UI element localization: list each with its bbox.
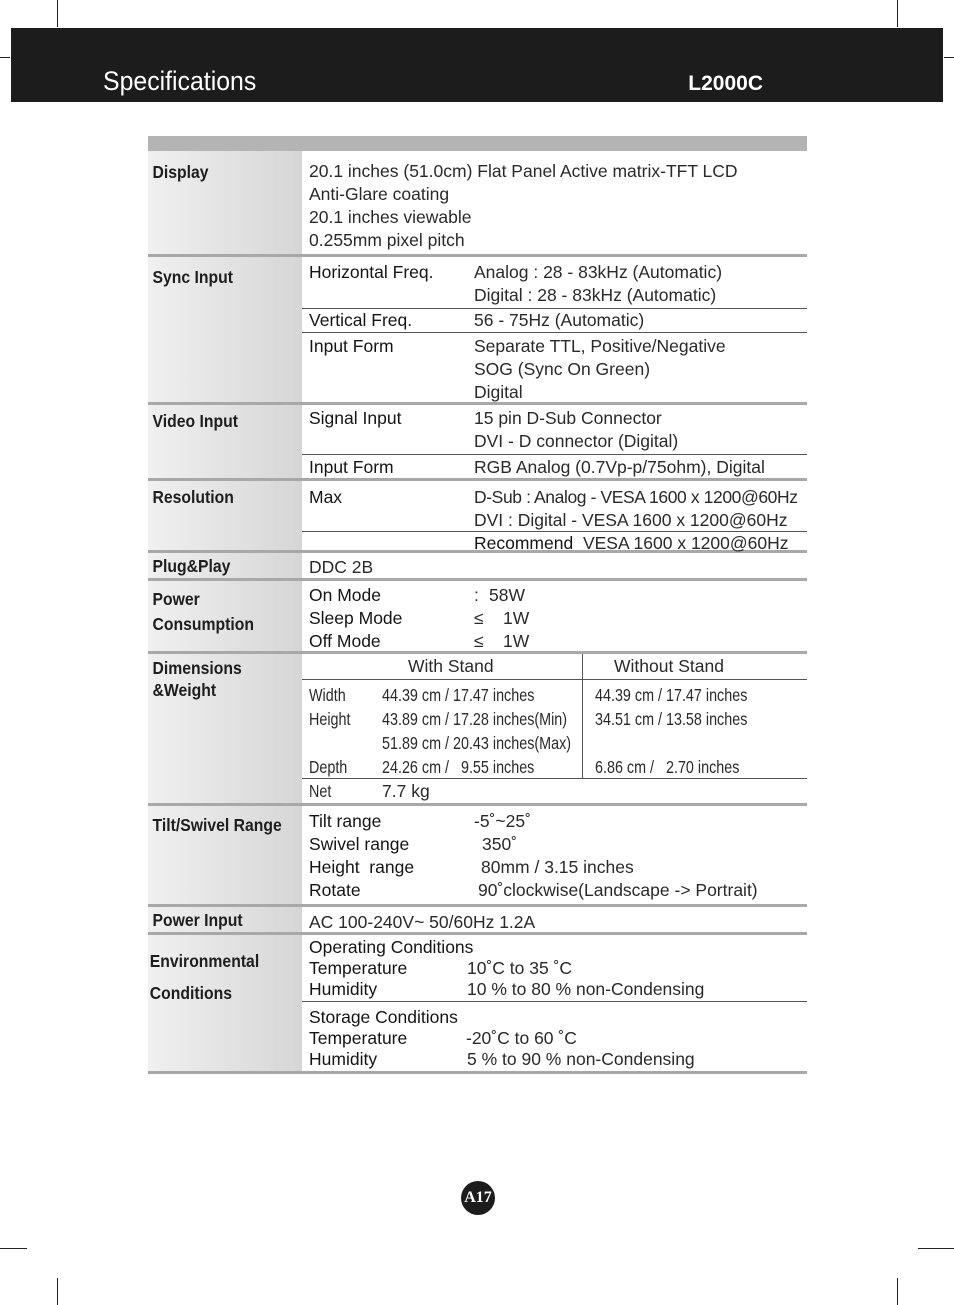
power-sym-off: ≤ <box>474 631 484 651</box>
display-line-4: 0.255mm pixel pitch <box>309 230 465 250</box>
dims-depth-without: 6.86 cm / 2.70 inches <box>595 757 740 777</box>
height-range-label: Height range <box>309 857 415 877</box>
display-label: Display <box>152 162 209 182</box>
env-st-hum: 5 % to 90 % non-Condensing <box>467 1049 695 1069</box>
power-val-off: 1W <box>503 631 530 651</box>
power-mode-on: On Mode <box>309 585 381 605</box>
display-line-1: 20.1 inches (51.0cm) Flat Panel Active matrix-TFT LCD <box>309 161 738 181</box>
video-signal-label: Signal Input <box>309 408 402 428</box>
model-number: L2000C <box>688 72 763 95</box>
dims-height-with-min: 43.89 cm / 17.28 inches(Min) <box>382 709 568 729</box>
divider <box>302 332 807 333</box>
env-op-temp: 10˚C to 35 ˚C <box>467 958 573 978</box>
sync-h-label: Horizontal Freq. <box>309 262 434 282</box>
env-st-temp-label: Temperature <box>309 1028 408 1048</box>
resolution-max-val-2: DVI : Digital - VESA 1600 x 1200@60Hz <box>474 510 788 530</box>
resolution-max-val-1: D-Sub : Analog - VESA 1600 x 1200@60Hz <box>474 487 798 507</box>
rotate-val: 90˚clockwise(Landscape -> Portrait) <box>478 880 758 900</box>
dims-width-without: 44.39 cm / 17.47 inches <box>595 685 748 705</box>
page-header <box>11 28 943 102</box>
crop-mark <box>944 57 954 58</box>
plug-val: DDC 2B <box>309 557 374 577</box>
power-input-section <box>148 907 807 935</box>
dims-height-with-max: 51.89 cm / 20.43 inches(Max) <box>382 733 572 753</box>
power-mode-sleep: Sleep Mode <box>309 608 403 628</box>
divider <box>302 679 807 680</box>
sync-v-label: Vertical Freq. <box>309 310 413 330</box>
plug-label: Plug&Play <box>152 556 231 576</box>
sync-h-val-2: Digital : 28 - 83kHz (Automatic) <box>474 285 717 305</box>
section-label <box>148 907 302 932</box>
crop-mark <box>0 1248 27 1249</box>
dims-col-with-stand: With Stand <box>408 656 494 676</box>
power-mode-off: Off Mode <box>309 631 381 651</box>
dims-net-label: Net <box>309 781 332 801</box>
crop-mark <box>0 57 10 58</box>
sync-input-section <box>148 257 807 405</box>
power-val-on: 58W <box>489 585 525 605</box>
resolution-max-label: Max <box>309 487 343 507</box>
resolution-rec-label: Recommend <box>474 533 574 553</box>
spec-table <box>148 136 807 1074</box>
divider <box>302 778 807 779</box>
plug-and-play-section <box>148 553 807 581</box>
dims-label: Dimensions &Weight <box>152 658 242 700</box>
crop-mark <box>57 1278 58 1305</box>
section-label <box>148 553 302 578</box>
dims-width-with: 44.39 cm / 17.47 inches <box>382 685 535 705</box>
section-label <box>148 151 302 254</box>
video-label: Video Input <box>152 411 238 431</box>
height-range-val: 80mm / 3.15 inches <box>481 857 634 877</box>
env-op-temp-label: Temperature <box>309 958 408 978</box>
env-op-hum: 10 % to 80 % non-Condensing <box>467 979 705 999</box>
section-label <box>148 654 302 803</box>
page-title: Specifications <box>103 66 257 96</box>
display-line-3: 20.1 inches viewable <box>309 207 472 227</box>
tilt-range-label: Tilt range <box>309 811 382 831</box>
dims-depth-with: 24.26 cm / 9.55 inches <box>382 757 535 777</box>
env-op-title: Operating Conditions <box>309 937 474 957</box>
rotate-label: Rotate <box>309 880 361 900</box>
resolution-label: Resolution <box>152 487 234 507</box>
video-form-val: RGB Analog (0.7Vp-p/75ohm), Digital <box>474 457 765 477</box>
swivel-range-val: 350˚ <box>482 834 518 854</box>
section-label <box>148 481 302 550</box>
video-input-section <box>148 405 807 481</box>
section-label <box>148 935 302 1071</box>
section-label <box>148 405 302 478</box>
dims-height-label: Height <box>309 709 351 729</box>
sync-h-val-1: Analog : 28 - 83kHz (Automatic) <box>474 262 723 282</box>
table-top-bar <box>148 136 807 151</box>
crop-mark <box>897 1278 898 1305</box>
env-st-temp: -20˚C to 60 ˚C <box>466 1028 577 1048</box>
sync-f-label: Input Form <box>309 336 394 356</box>
sync-v-val: 56 - 75Hz (Automatic) <box>474 310 645 330</box>
video-signal-val-1: 15 pin D-Sub Connector <box>474 408 662 428</box>
crop-mark <box>57 0 58 27</box>
env-st-title: Storage Conditions <box>309 1007 458 1027</box>
dims-width-label: Width <box>309 685 346 705</box>
crop-mark <box>918 1248 954 1249</box>
powerinput-label: Power Input <box>152 910 243 930</box>
divider <box>302 1001 807 1002</box>
resolution-section <box>148 481 807 553</box>
swivel-range-label: Swivel range <box>309 834 410 854</box>
page-number: A17 <box>461 1181 495 1215</box>
power-val-sleep: 1W <box>503 608 530 628</box>
section-label <box>148 806 302 904</box>
divider <box>302 454 807 455</box>
env-st-hum-label: Humidity <box>309 1049 378 1069</box>
crop-mark <box>897 0 898 27</box>
section-label <box>148 257 302 402</box>
sync-label: Sync Input <box>152 267 234 287</box>
resolution-recommend <box>474 532 789 555</box>
column-divider <box>582 654 583 778</box>
environmental-section <box>148 935 807 1074</box>
env-op-hum-label: Humidity <box>309 979 378 999</box>
dimensions-section <box>148 654 807 806</box>
tilt-label: Tilt/Swivel Range <box>152 815 282 835</box>
video-form-label: Input Form <box>309 457 394 477</box>
section-label <box>148 581 302 651</box>
resolution-rec-val: VESA 1600 x 1200@60Hz <box>582 533 789 553</box>
power-consumption-section <box>148 581 807 654</box>
tilt-range-val: -5˚~25˚ <box>474 811 531 831</box>
display-line-2: Anti-Glare coating <box>309 184 450 204</box>
video-signal-val-2: DVI - D connector (Digital) <box>474 431 679 451</box>
tilt-swivel-section <box>148 806 807 907</box>
sync-f-val-2: SOG (Sync On Green) <box>474 359 651 379</box>
dims-net-val: 7.7 kg <box>382 781 430 801</box>
power-sym-sleep: ≤ <box>474 608 484 628</box>
sync-f-val-3: Digital <box>474 382 523 402</box>
power-sym-on: : <box>474 585 479 605</box>
env-label: Environmental Conditions <box>149 951 260 1003</box>
dims-depth-label: Depth <box>309 757 348 777</box>
power-label: Power Consumption <box>152 589 254 634</box>
dims-col-without-stand: Without Stand <box>614 656 724 676</box>
dims-height-without: 34.51 cm / 13.58 inches <box>595 709 748 729</box>
sync-f-val-1: Separate TTL, Positive/Negative <box>474 336 726 356</box>
powerinput-val: AC 100-240V~ 50/60Hz 1.2A <box>309 912 536 932</box>
display-section <box>148 151 807 257</box>
